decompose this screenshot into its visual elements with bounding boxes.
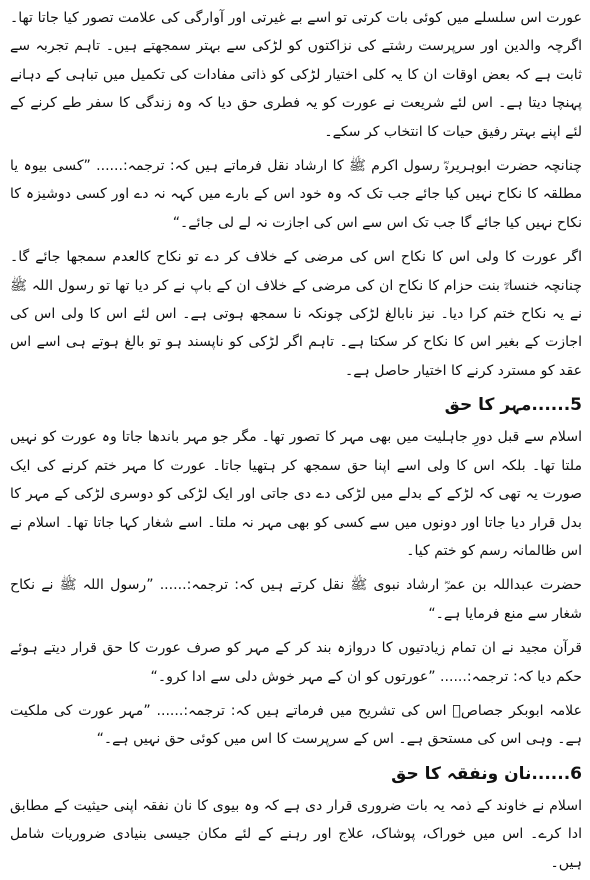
section-heading-nafaqa xyxy=(10,758,582,790)
section-heading-mehr xyxy=(10,389,582,421)
paragraph-quran-mehr: قرآن مجید نے ان تمام زیادتیوں کا دروازہ بند کر کے مہر کو صرف عورت کا حق قرار دیتے ہوئے حکم دیا کہ: ترجمہ:...... ”عورتوں کو ان کے مہر خوش دلی سے ادا کرو۔“ xyxy=(10,640,582,685)
paragraph-jassas-commentary: علامہ ابوبکر جصاصؒ اس کی تشریح میں فرماتے ہیں کہ: ترجمہ:...... ”مہر عورت کی ملکیت ہے۔ وہی اس کی مستحق ہے۔ اس کے سرپرست کا اس میں کوئی حق نہیں ہے۔“ xyxy=(10,702,582,748)
paragraph-ibn-umar-hadith: حضرت عبداللہ بن عمرؓ ارشاد نبوی ﷺ نقل کرتے ہیں کہ: ترجمہ:...... ”رسول اللہ ﷺ نے نکاح شغار سے منع فرمایا ہے۔“ xyxy=(10,577,582,622)
paragraph-khansa-nikah: اگر عورت کا ولی اس کا نکاح اس کی مرضی کے خلاف کر دے تو نکاح کالعدم سمجھا جائے گا۔ چنانچہ خنساءؓ بنت حزام کا نکاح ان کی مرضی کے خلاف ان کے باپ نے کر دیا تھا تو رسول اللہ ﷺ نے یہ نکاح ختم کرا دیا۔ نیز نابالغ لڑکی چونکہ نا سمجھ ہوتی ہے۔ اس لئے اس کا ولی اس کی اجازت کے بغیر اس کا نکاح کر سکتا ہے۔ تاہم اگر لڑکی کو ناپسند ہو تو بالغ ہوتے ہی اسے اس عقد کو مسترد کرنے کا اختیار حاصل ہے۔ xyxy=(10,249,582,379)
section-title: ......مہر کا حق xyxy=(444,395,571,416)
section-number: 6 xyxy=(570,763,582,784)
paragraph-mehr-jahiliyyah: اسلام سے قبل دورِ جاہلیت میں بھی مہر کا تصور تھا۔ مگر جو مہر باندھا جاتا وہ عورت کو نہیں ملتا تھا۔ بلکہ اس کا ولی اسے اپنا حق سمجھ کر ہتھیا جاتا۔ عورت کا مہر ختم کرنے کی ایک صورت یہ تھی کہ لڑکے کے بدلے میں لڑکی دے دی جاتی اور ایک لڑکی کو دوسری لڑکی کے مہر کا بدل قرار دیا جاتا اور دونوں میں سے کسی کو بھی مہر نہ ملتا۔ اسے شغار کہا جاتا تھا۔ اسلام نے اس ظالمانہ رسم کو ختم کیا۔ xyxy=(10,429,582,559)
section-number: 5 xyxy=(570,395,582,416)
paragraph-abu-hurairah-hadith: چنانچہ حضرت ابوہریرہؓ رسول اکرم ﷺ کا ارشاد نقل فرماتے ہیں کہ: ترجمہ:...... ”کسی بیوہ یا مطلقہ کا نکاح نہیں کیا جائے جب تک کہ وہ خود اس کے بارے میں کہہ نہ دے اور کسی دوشیزہ کا نکاح نہیں کیا جائے گا جب تک اس سے اس کی اجازت نہ لے لی جائے۔“ xyxy=(10,158,582,231)
paragraph-nafaqa: اسلام نے خاوند کے ذمہ یہ بات ضروری قرار دی ہے کہ وہ بیوی کا نان نفقہ اپنی حیثیت کے مطابق ادا کرے۔ اس میں خوراک، پوشاک، علاج اور رہنے کے لئے مکان جیسی بنیادی ضروریات شامل ہیں۔ xyxy=(10,797,582,871)
section-title: ......نان ونفقہ کا حق xyxy=(391,763,571,784)
paragraph-guardian-authority: عورت اس سلسلے میں کوئی بات کرتی تو اسے بے غیرتی اور آوارگی کی علامت تصور کیا جاتا تھا۔ اگرچہ والدین اور سرپرست رشتے کی نزاکتوں کو لڑکی سے بہتر سمجھتے ہیں۔ تاہم تجربہ سے ثابت ہے کہ بعض اوقات ان کا یہ کلی اختیار لڑکی کو ذاتی مفادات کی تکمیل میں تباہی کے دہانے پہنچا دیتا ہے۔ اس لئے شریعت نے عورت کو یہ فطری حق دیا کہ وہ زندگی کا سفر طے کرنے کے لئے اپنے بہتر رفیق حیات کا انتخاب کر سکے۔ xyxy=(10,10,582,140)
